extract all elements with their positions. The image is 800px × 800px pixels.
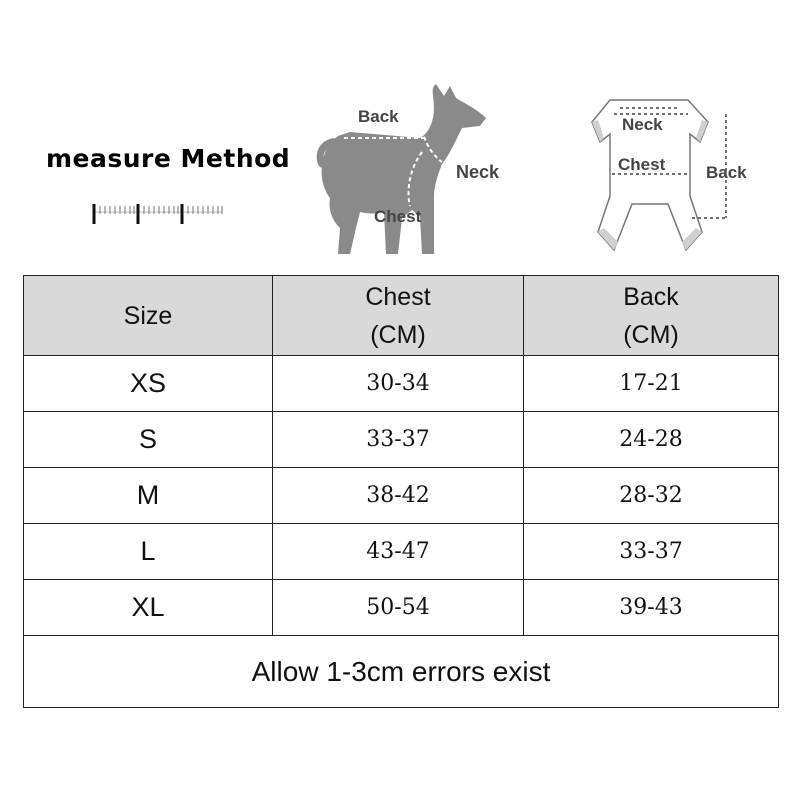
- column-header-chest: [273, 276, 524, 356]
- size-cell: S: [24, 412, 273, 468]
- size-chart-table: [23, 275, 779, 708]
- chest-cell: 38-42: [273, 468, 524, 524]
- table-header-row: [24, 276, 779, 356]
- back-cell: 39-43: [524, 580, 779, 636]
- size-cell: L: [24, 524, 273, 580]
- back-cell: 33-37: [524, 524, 779, 580]
- back-cell: 28-32: [524, 468, 779, 524]
- measure-header: [0, 0, 800, 262]
- chest-cell: 43-47: [273, 524, 524, 580]
- column-header-back-unit: (CM): [623, 320, 679, 349]
- dog-back-label: Back: [358, 107, 399, 126]
- suit-chest-label: Chest: [618, 155, 666, 174]
- suit-back-label: Back: [706, 163, 747, 182]
- table-row: [24, 412, 779, 468]
- dog-chest-label: Chest: [374, 207, 422, 226]
- column-header-size: [24, 276, 273, 356]
- size-cell: XS: [24, 356, 273, 412]
- chest-cell: 50-54: [273, 580, 524, 636]
- column-header-back: [524, 276, 779, 356]
- column-header-chest-label: Chest: [365, 282, 431, 311]
- table-row: [24, 356, 779, 412]
- chest-cell: 30-34: [273, 356, 524, 412]
- dog-jumpsuit-icon: [560, 92, 760, 262]
- back-cell: 24-28: [524, 412, 779, 468]
- size-cell: M: [24, 468, 273, 524]
- table-note-row: [24, 636, 779, 708]
- back-cell: 17-21: [524, 356, 779, 412]
- ruler-icon: [92, 200, 224, 228]
- dog-neck-label: Neck: [456, 162, 500, 182]
- error-tolerance-note: Allow 1-3cm errors exist: [24, 636, 779, 708]
- table-row: [24, 580, 779, 636]
- suit-neck-label: Neck: [622, 115, 663, 134]
- measure-method-title: measure Method: [46, 144, 291, 173]
- size-cell: XL: [24, 580, 273, 636]
- column-header-size-label: Size: [123, 301, 173, 330]
- column-header-back-label: Back: [623, 282, 679, 311]
- column-header-chest-unit: (CM): [370, 320, 426, 349]
- chest-cell: 33-37: [273, 412, 524, 468]
- table-row: [24, 524, 779, 580]
- dog-silhouette-icon: [310, 78, 520, 260]
- table-row: [24, 468, 779, 524]
